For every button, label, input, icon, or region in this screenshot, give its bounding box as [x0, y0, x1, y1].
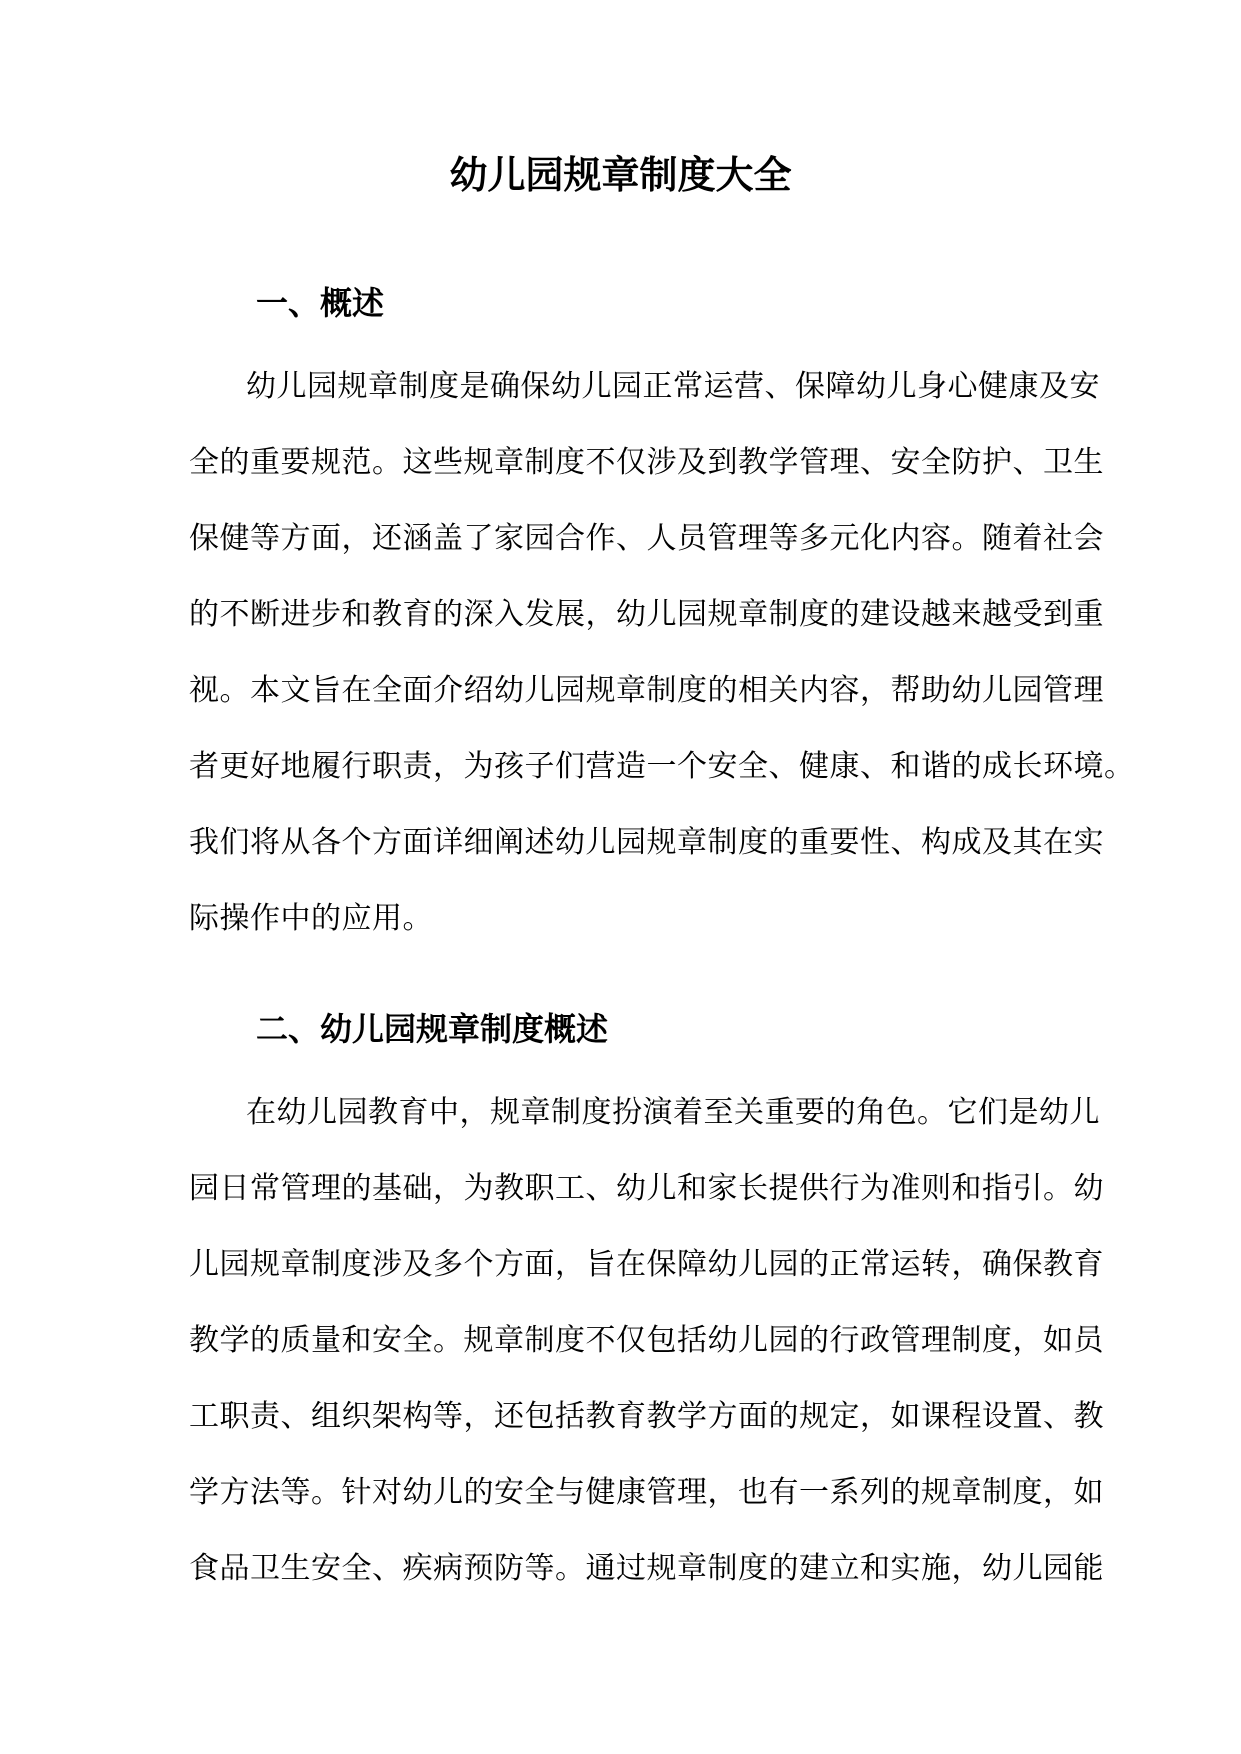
paragraph-line: 我们将从各个方面详细阐述幼儿园规章制度的重要性、构成及其在实: [189, 825, 1104, 860]
paragraph-line: 全的重要规范。这些规章制度不仅涉及到教学管理、安全防护、卫生: [189, 445, 1104, 480]
paragraph-rules-overview: [189, 1091, 1104, 1623]
section-heading-rules-overview: 二、幼儿园规章制度概述: [256, 1010, 609, 1048]
section-heading-overview: 一、概述: [256, 284, 385, 322]
paragraph-line: 食品卫生安全、疾病预防等。通过规章制度的建立和实施，幼儿园能: [189, 1551, 1104, 1586]
paragraph-line: 视。本文旨在全面介绍幼儿园规章制度的相关内容，帮助幼儿园管理: [189, 673, 1104, 708]
paragraph-line: 保健等方面，还涵盖了家园合作、人员管理等多元化内容。随着社会: [189, 521, 1104, 556]
paragraph-line: 园日常管理的基础，为教职工、幼儿和家长提供行为准则和指引。幼: [189, 1171, 1104, 1206]
paragraph-line: 的不断进步和教育的深入发展，幼儿园规章制度的建设越来越受到重: [189, 597, 1104, 632]
paragraph-line: 学方法等。针对幼儿的安全与健康管理，也有一系列的规章制度，如: [189, 1475, 1104, 1510]
paragraph-overview: [189, 365, 1135, 973]
paragraph-line: 幼儿园规章制度是确保幼儿园正常运营、保障幼儿身心健康及安: [246, 369, 1100, 404]
paragraph-line: 儿园规章制度涉及多个方面，旨在保障幼儿园的正常运转，确保教育: [189, 1247, 1104, 1282]
paragraph-line: 者更好地履行职责，为孩子们营造一个安全、健康、和谐的成长环境。: [189, 749, 1135, 784]
document-title: 幼儿园规章制度大全: [449, 152, 792, 197]
paragraph-line: 际操作中的应用。: [189, 901, 433, 936]
paragraph-line: 在幼儿园教育中，规章制度扮演着至关重要的角色。它们是幼儿: [246, 1095, 1100, 1130]
paragraph-line: 工职责、组织架构等，还包括教育教学方面的规定，如课程设置、教: [189, 1399, 1104, 1434]
paragraph-line: 教学的质量和安全。规章制度不仅包括幼儿园的行政管理制度，如员: [189, 1323, 1104, 1358]
